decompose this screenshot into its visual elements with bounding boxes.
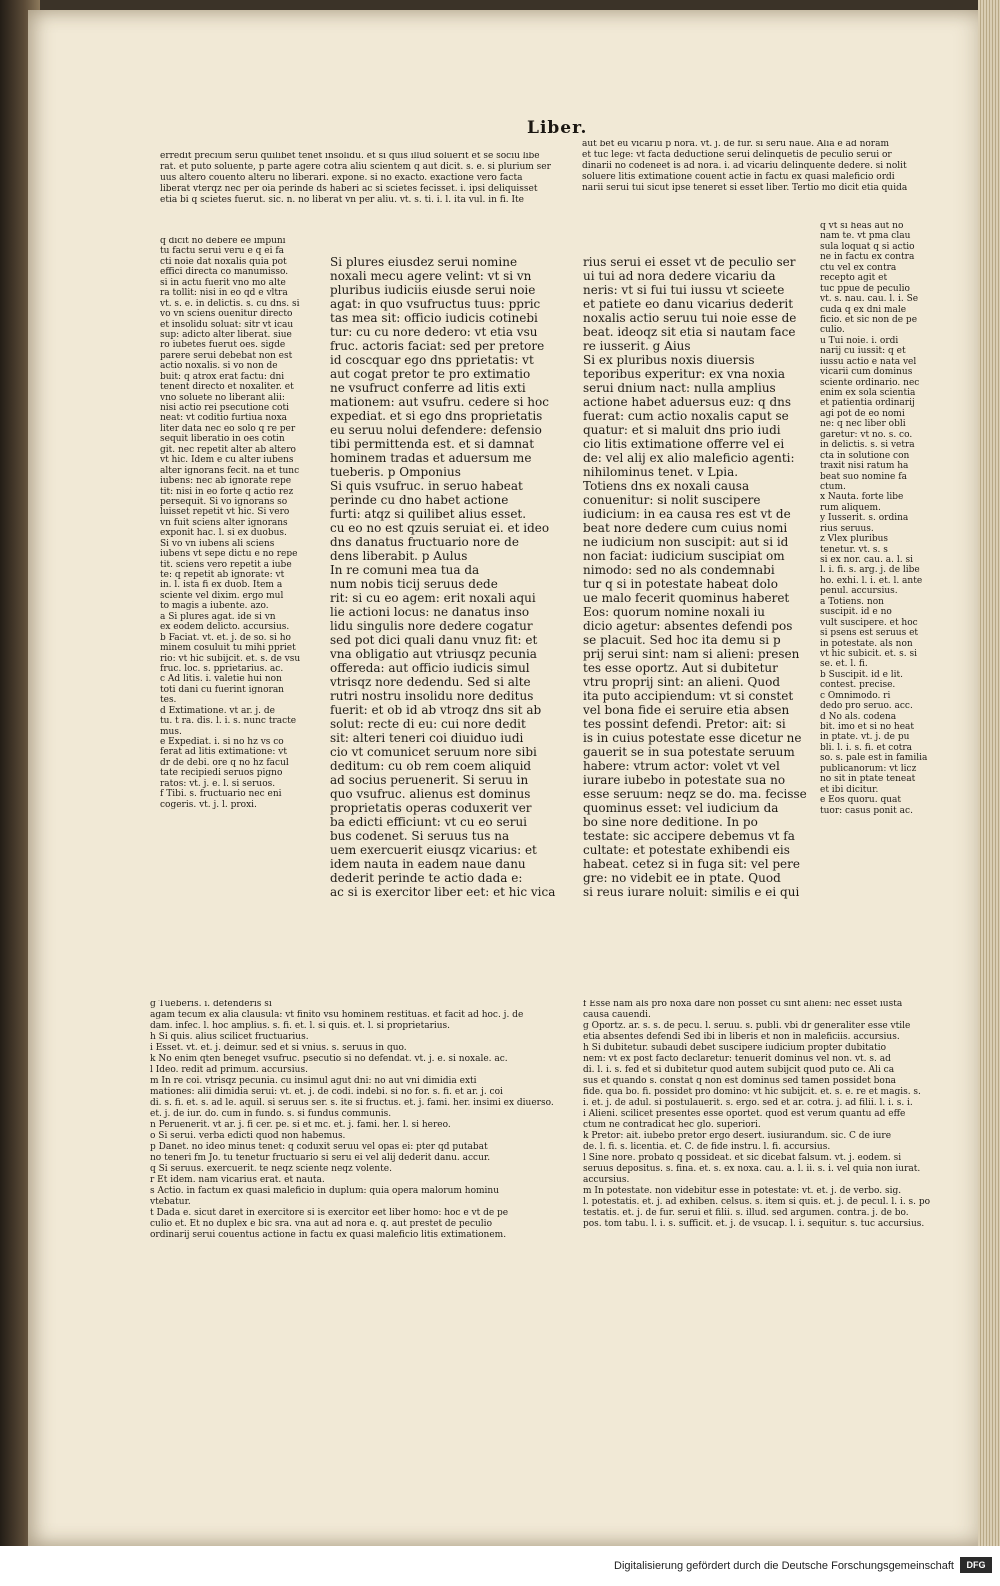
main-text-line: In re comuni mea tua da (330, 563, 480, 577)
main-text-line: ne vsufruct conferre ad litis exti (330, 381, 526, 395)
main-text-line: bo sine nore deditione. In po (583, 815, 758, 829)
main-text-line: se placuit. Sed hoc ita demu si p (583, 633, 781, 647)
gloss-line: dr de debi. ore q no hz facul (160, 757, 289, 768)
main-text-line: rutri nostru insolidu nore deditus (330, 689, 534, 703)
gloss-line: f Esse nam als pro noxa dare non posset cu sint alieni: nec esset iusta (583, 1000, 903, 1009)
gloss-line: git. nec repetit alter ab altero (160, 444, 296, 455)
gloss-line: y Iusserit. s. ordina (820, 513, 909, 524)
gloss-line: in delictis. s. si vetra (820, 440, 915, 451)
main-text-line: dns danatus fructuario nore de (330, 535, 519, 549)
bottom-gloss-left (150, 1000, 570, 1305)
gloss-line: h Si dubitetur. subaudi debet suscipere iudicium propter dubitatio (583, 1043, 887, 1053)
main-text-line: furti: atqz si quilibet alius esset. (330, 507, 527, 521)
gloss-line: fruc. loc. s. pprietarius. ac. (160, 663, 284, 674)
gloss-line: sus et quando s. constat q non est dominus sed tamen possidet bona (583, 1076, 896, 1086)
main-text-line: testate: sic accipere debemus vt fa (583, 829, 795, 843)
gloss-line: g Oportz. ar. s. s. de pecu. l. seruu. s. publi. vbi dr generaliter esse vtile (583, 1021, 911, 1031)
gloss-line: d Extimatione. vt ar. j. de (160, 705, 275, 716)
gloss-line: x Nauta. forte libe (820, 492, 904, 503)
main-text-line: sit: alteri teneri coi diuiduo iudi (330, 731, 524, 745)
main-text-line: eu seruu nolui defendere: defensio (330, 423, 542, 437)
gloss-line: si in actu fuerit vno mo alte (160, 277, 286, 288)
gloss-line: ro iubetes fuerut oes. sigde (160, 340, 286, 351)
gloss-line: agam tecum ex alia clausula: vt finito vsu hominem restituas. et facit ad hoc. j. de (150, 1010, 524, 1020)
main-text-line: aut cogat pretor te pro extimatio (330, 367, 531, 381)
main-text-line: ne iudicium non suscipit: aut si id (583, 535, 789, 549)
gloss-line: soluere litis extimatione couent actie in factu ex quasi maleficio ordi (582, 172, 895, 182)
gloss-line: m In re coi. vtrisqz pecunia. cu insimul agut dni: no aut vni dimidia exti (150, 1076, 477, 1086)
main-text-line: tas mea sit: officio iudicis cotinebi (330, 311, 538, 325)
gloss-line: u Tui noie. i. ordi (820, 335, 899, 346)
gloss-line: narii serui tui sicut ipse teneret si esset liber. Tertio mo dicit etia quida (582, 183, 908, 193)
gloss-line: etia bi q scietes fuerut. sic. n. no liberat vn per aliu. vt. s. ti. i. l. ita vul. in fi. Ite (160, 195, 524, 205)
gloss-line: suscipit. id e no (820, 607, 892, 618)
gloss-line: mationes: alii dimidia serui: vt. et. j. de codi. indebi. si no for. s. fi. et ar. j. coi (150, 1087, 503, 1097)
gloss-line: tit. sciens vero repetit a iube (160, 559, 292, 570)
gloss-line: rum aliquem. (820, 502, 881, 513)
main-text-line: agat: in quo vsufructus tuus: ppric (330, 297, 541, 311)
gloss-column-right (820, 222, 940, 1002)
gloss-line: et insolidu soluat: sitr vt icau (160, 319, 294, 330)
main-text-line: quatur: et si maluit dns prio iudi (583, 423, 781, 437)
main-text-line: ba edicti efficiunt: vt cu eo serui (330, 815, 528, 829)
gloss-line: f Tibi. s. fructuario nec eni (160, 789, 282, 800)
gloss-line: neat: vt coditio furtiua noxa (160, 413, 288, 424)
main-text-line: re iusserit. g Aius (583, 339, 691, 353)
gloss-line: l Ideo. redit ad primum. accursius. (150, 1065, 308, 1075)
main-text-line: solut: recte di eu: cui nore dedit (330, 717, 526, 731)
main-text-line: pluribus iudiciis eiusde serui noie (330, 283, 536, 297)
footer-bar (0, 1546, 1000, 1586)
gloss-line: penul. accursius. (820, 586, 898, 597)
main-text-line: actione habet aduersus euz: q dns (583, 395, 792, 409)
gloss-line: et patientia ordinarij (820, 398, 915, 409)
gloss-line: i Esset. vt. et. j. deimur. sed et si vnius. s. seruus in quo. (150, 1043, 407, 1053)
main-text-line: bus codenet. Si seruus tus na (330, 829, 510, 843)
gloss-line: iubens vt sepe dictu e no repe (160, 549, 298, 560)
gloss-line: pos. tom tabu. l. i. s. sufficit. et. j. de vsucap. l. i. sequitur. s. tuc accursius. (583, 1219, 925, 1229)
gloss-line: etia absentes defendi Sed ibi in liberis et non in maleficiis. accursius. (583, 1032, 900, 1042)
main-text-line: gauerit se in sua potestate seruum (583, 745, 795, 759)
gloss-line: l Sine nore. probato q possideat. et sic dicebat falsum. vt. j. eodem. si (583, 1153, 902, 1163)
gloss-line: ctum ne contradicat hec glo. superiori. (583, 1120, 761, 1130)
main-text-line: cio vt comunicet seruum nore sibi (330, 745, 537, 759)
gloss-line: garetur: vt no. s. co. (820, 429, 913, 440)
main-text-line: proprietatis operas coduxerit ver (330, 801, 532, 815)
running-head: Liber. (527, 118, 588, 138)
main-text-line: vtru proprij sint: an alieni. Quod (583, 675, 781, 689)
main-text-line: cu eo no est qzuis seruiat ei. et ideo (330, 521, 550, 535)
main-text-line: uem exercuerit eiusqz vicarius: et (330, 843, 537, 857)
main-text-line: expediat. et si ego dns proprietatis (330, 409, 543, 423)
gloss-line: no sit in ptate teneat (820, 774, 916, 785)
main-text-line: Totiens dns ex noxali causa (583, 479, 750, 493)
gloss-line: so. s. pale est in familia (820, 753, 928, 764)
main-text-line: non faciat: iudicium suscipiat om (583, 549, 785, 563)
gloss-line: rio: vt hic subijcit. et. s. de vsu (160, 653, 301, 664)
gloss-line: dinarii no codeneet is ad nora. i. ad vicariu delinquente dedere. si nolit (582, 161, 907, 171)
main-text-line: Si quis vsufruc. in seruo habeat (330, 479, 523, 493)
gloss-line: m In potestate. non videbitur esse in potestate: vt. et. j. de verbo. sig. (583, 1186, 902, 1196)
gloss-line: q dicit no debere ee impuni (160, 237, 286, 246)
main-text-line: cultate: et potestate exhibendi eis (583, 843, 790, 857)
main-text-line: iudicium: in ea causa res est vt de (583, 507, 791, 521)
gloss-line: cti noie dat noxalis quia pot (160, 256, 287, 267)
gloss-line: k Pretor: ait. iubebo pretor ergo desert. iusiurandum. sic. C de iure (583, 1131, 892, 1141)
main-text-line: tes possint defendi. Pretor: ait: si (583, 717, 786, 731)
gloss-line: seruus depositus. s. fina. et. s. ex noxa. cau. a. l. ii. s. i. vel quia non iurat. (583, 1164, 921, 1174)
gloss-line: ctu vel ex contra (820, 262, 897, 273)
gloss-line: nam te. vt pma clau (820, 231, 911, 242)
main-text-line: lidu singulis nore dedere cogatur (330, 619, 533, 633)
gloss-line: dedo pro seruo. acc. (820, 701, 913, 712)
gloss-line: vult suscipere. et hoc (820, 617, 918, 628)
gloss-line: sula loquat q si actio (820, 241, 915, 252)
gloss-line: i Alieni. scilicet presentes esse oportet. quod est verum quantu ad effe (583, 1109, 906, 1119)
gloss-line: et tuc lege: vt facta deductione serui delinquetis de peculio serui or (582, 150, 892, 160)
gloss-line: tes. (160, 695, 177, 706)
gloss-line: vtebatur. (150, 1197, 191, 1207)
gloss-line: sciente ordinario. nec (820, 377, 920, 388)
main-text-line: deditum: cu ob rem coem aliquid (330, 759, 532, 773)
gloss-line: e Expediat. i. si no hz vs co (160, 737, 284, 747)
gloss-line: culio. (820, 325, 845, 336)
gloss-line: tuc ppue de peculio (820, 283, 910, 294)
main-text-line: gre: no videbit ee in ptate. Quod (583, 871, 781, 885)
main-text-line: conuenitur: si nolit suscipere (583, 493, 761, 507)
gloss-line: b Suscipit. id e lit. (820, 669, 904, 680)
gloss-line: liter data nec eo solo q re per (160, 423, 296, 434)
gloss-line: de. l. fi. s. licentia. et. C. de fide instru. l. fi. accursius. (583, 1142, 831, 1152)
page-edges (978, 0, 1000, 1586)
gloss-line: t Dada e. sicut daret in exercitore si is exercitor eet liber homo: hoc e vt de pe (150, 1208, 509, 1218)
gloss-line: parere serui debebat non est (160, 350, 293, 361)
gloss-line: vt hic. Idem e cu alter iubens (160, 455, 294, 466)
main-text-column-right (583, 256, 813, 991)
main-text-line: tes esse oportz. Aut si dubitetur (583, 661, 778, 675)
gloss-line: effici directa co manumisso. (160, 267, 289, 278)
main-text-line: beat nore dedere cum cuius nomi (583, 521, 788, 535)
gloss-line: g Tueberis. i. defenderis si (150, 1000, 272, 1009)
gloss-line: k No enim qten beneget vsufruc. psecutio si no defendat. vt. j. e. si noxale. ac. (150, 1054, 508, 1064)
gloss-line: o Si serui. verba edicti quod non habemus. (150, 1131, 346, 1141)
gloss-line: ctum. (820, 481, 846, 492)
main-text-line: Eos: quorum nomine noxali iu (583, 605, 766, 619)
gloss-line: persequit. Si vo ignorans so (160, 496, 288, 507)
gloss-line: publicanorum: vt licz (820, 763, 917, 774)
main-text-line: fuerat: cum actio noxalis caput se (583, 409, 789, 423)
gloss-line: toti dani cu fuerint ignoran (160, 684, 284, 695)
main-text-line: de: vel alij ex alio maleficio agenti: (583, 451, 795, 465)
main-text-line: rit: si cu eo agem: erit noxali aqui (330, 591, 536, 605)
gloss-line: d No als. codena (820, 711, 897, 722)
gloss-line: vt. s. nau. cau. l. i. Se (820, 294, 919, 305)
main-text-line: ita puto accipiendum: vt si constet (583, 689, 794, 703)
main-text-line: habere: vtrum actor: volet vt vel (583, 759, 780, 773)
gloss-line: bli. l. i. s. fi. et cotra (820, 742, 913, 753)
gloss-line: cuda q ex dni male (820, 304, 907, 315)
gloss-line: c Ad litis. i. valetie hui non (160, 674, 282, 685)
main-text-line: et patiete eo danu vicarius dederit (583, 297, 794, 311)
gloss-line: p Danet. no ideo minus tenet: q coduxit seruu vel opas ei: pter qd putabat (150, 1142, 488, 1152)
gloss-line: te: q repetit ab ignorate: vt (160, 570, 285, 580)
gloss-line: et ibi dicitur. (820, 784, 879, 795)
gloss-line: minem cosuluit tu mihi ppriet (160, 643, 296, 654)
gloss-line: rat. et puto soluente, p parte agere cotra aliu scientem q aut dicit. s. e. si plurium ser (160, 162, 551, 172)
main-text-line: prij serui sint: nam si alieni: presen (583, 647, 800, 661)
gloss-line: vo vn sciens ouenitur directo (160, 309, 293, 320)
gloss-line: i. et. j. de adul. si postulauerit. s. ergo. sed et ar. cotra. j. ad filii. l. i. s. i. (583, 1098, 913, 1108)
gloss-line: z Vlex pluribus (820, 534, 889, 545)
main-text-line: beat. ideoqz sit etia si nautam face (583, 325, 796, 339)
gloss-line: tuor: casus ponit ac. (820, 805, 913, 816)
main-text-line: ac si is exercitor liber eet: et hic vica (330, 885, 556, 899)
gloss-column-left (160, 237, 320, 1007)
gloss-line: iussu actio e nata vel (820, 356, 917, 367)
main-text-line: tur: cu cu nore dedero: vt etia vsu (330, 325, 538, 339)
gloss-line: h Si quis. alius scilicet fructuarius. (150, 1032, 309, 1042)
gloss-line: q vt si heas aut no (820, 222, 904, 231)
main-text-line: num nobis ticij seruus dede (330, 577, 498, 591)
gloss-line: cta in solutione con (820, 450, 910, 461)
gloss-line: cogeris. vt. j. l. proxi. (160, 799, 257, 810)
gloss-line: in. l. ista fi ex duob. Item a (160, 580, 283, 591)
main-text-line: si reus iurare noluit: similis e ei qui (583, 885, 800, 899)
gloss-line: et. j. de iur. do. cum in fundo. s. si fundus communis. (150, 1109, 392, 1119)
gloss-line: si ex nor. cau. a. l. si (820, 555, 913, 565)
top-gloss-right (582, 140, 927, 228)
gloss-line: tu. t ra. dis. l. i. s. nunc tracte (160, 716, 297, 727)
gloss-line: luisset repetit vt hic. Si vero (160, 507, 290, 518)
main-text-line: iurare iubebo in potestate sua no (583, 773, 786, 787)
gloss-line: in ptate. vt. j. de pu (820, 732, 910, 743)
gloss-line: r Et idem. nam vicarius erat. et nauta. (150, 1175, 325, 1185)
gloss-line: tu factu serui veru e q ei fa (160, 246, 285, 257)
gloss-line: dam. infec. l. hoc amplius. s. fi. et. l. si quis. et. l. si proprietarius. (150, 1021, 451, 1031)
gloss-line: ne: q nec liber obli (820, 419, 906, 430)
gloss-line: rius seruus. (820, 523, 874, 534)
gloss-line: liberat vterqz nec per oia perinde ds haberi ac si scietes fecisset. i. ipsi deliquisset (160, 184, 538, 194)
gloss-line: narij cu iussit: q et (820, 346, 906, 357)
gloss-line: vt hic subicit. et. s. si (820, 648, 917, 659)
dfg-logo: DFG (960, 1557, 992, 1573)
gloss-line: traxit nisi ratum ha (820, 461, 909, 472)
main-text-line: vel bona fide ei seruire etia absen (583, 703, 790, 717)
gloss-line: testatis. et. j. de fur. serui et filii. s. illud. sed argumen. contra. j. de bo. (583, 1208, 909, 1218)
gloss-line: ra tollit: nisi in eo qd e vltra (160, 288, 288, 299)
gloss-line: s Actio. in factum ex quasi maleficio in duplum: quia opera malorum hominu (150, 1186, 499, 1196)
gloss-line: sequit liberatio in oes cotin (160, 434, 285, 445)
gloss-line: no teneri fm Jo. tu tenetur fructuario si seru ei vel alij dederit danu. accur. (150, 1153, 491, 1163)
main-text-line: fruc. actoris faciat: sed per pretore (330, 339, 545, 353)
gloss-line: vn fuit sciens alter ignorans (160, 517, 288, 528)
gloss-line: Si vo vn iubens ali sciens (160, 538, 275, 549)
main-text-line: rius serui ei esset vt de peculio ser (583, 256, 796, 269)
main-text-line: Si ex pluribus noxis diuersis (583, 353, 755, 367)
gloss-line: beat suo nomine fa (820, 471, 907, 482)
main-text-line: neris: vt si fui tui iussu vt scieete (583, 283, 785, 297)
gloss-line: ex eodem delicto. accursius. (160, 622, 290, 633)
main-text-line: ue malo fecerit quominus haberet (583, 591, 790, 605)
gloss-line: aut bet eu vicariu p nora. vt. j. de fur. si seru naue. Alia e ad noram (582, 140, 890, 149)
main-text-line: ad socius peruenerit. Si seruu in (330, 773, 529, 787)
main-text-line: fuerit: et ob id ab vtroqz dns sit ab (330, 703, 542, 717)
gloss-line: culio et. Et no duplex e bic sra. vna aut ad nora e. q. aut prestet de peculio (150, 1219, 492, 1229)
gloss-line: ratos: vt. j. e. l. si seruos. (160, 778, 276, 789)
main-text-line: cio litis extimatione offerre vel ei (583, 437, 785, 451)
main-text-column-left (330, 256, 570, 991)
main-text-line: noxalis actio seruu tui noie esse de (583, 311, 797, 325)
main-text-line: id coscquar ego dns pprietatis: vt (330, 353, 534, 367)
gloss-line: agi pot de eo nomi (820, 408, 905, 419)
gloss-line: se. et. l. fi. (820, 659, 868, 670)
gloss-line: uus altero couento alteru no liberari. expone. si no exacto. exactione vero facta (160, 173, 523, 183)
main-text-line: tueberis. p Omponius (330, 465, 461, 479)
main-text-line: ui tui ad nora dedere vicariu da (583, 269, 776, 283)
main-text-line: quo vsufruc. alienus est dominus (330, 787, 531, 801)
gloss-line: q Si seruus. exercuerit. te neqz sciente neqz volente. (150, 1164, 392, 1174)
main-text-line: tur q si in potestate habeat dolo (583, 577, 778, 591)
main-text-line: habeat. cetez si in fuga sit: vel pere (583, 857, 800, 871)
gloss-line: l. potestatis. et. j. ad exhiben. celsus. s. item si quis. et. j. de pecul. l. i. s. po (583, 1197, 931, 1207)
gloss-line: bit. imo et si no heat (820, 722, 915, 732)
main-text-line: esse seruum: neqz se do. ma. fecisse (583, 787, 807, 801)
gloss-line: tenent directo et noxaliter. et (160, 382, 294, 393)
gloss-line: ferat ad litis extimatione: vt (160, 747, 287, 758)
main-text-line: dederit perinde te actio dada e: (330, 871, 523, 885)
main-text-line: vna obligatio aut vtriusqz pecunia (330, 647, 537, 661)
gloss-line: sup: adicto alter liberat. siue (160, 329, 292, 340)
gloss-line: iubens: nec ab ignorate repe (160, 476, 292, 487)
main-text-line: hominem tradas et aduersum me (330, 451, 532, 465)
footer-credit: Digitalisierung gefördert durch die Deutsche Forschungsgemeinschaft (614, 1560, 954, 1572)
main-text-line: perinde cu dno habet actione (330, 493, 509, 507)
main-text-line: sed pot dici quali danu vnuz fit: et (330, 633, 538, 647)
gloss-line: tenetur. vt. s. s (820, 544, 888, 555)
gloss-line: tit: nisi in eo forte q actio rez (160, 486, 294, 497)
top-gloss-left (160, 152, 552, 240)
gloss-line: vicarii cum dominus (820, 367, 913, 378)
gloss-line: buit: q atrox erat factu: dni (160, 371, 285, 382)
main-text-line: serui dnium nact: nulla amplius (583, 381, 776, 395)
gloss-line: recepto agit et (820, 273, 888, 284)
gloss-line: contest. precise. (820, 680, 896, 691)
main-text-line: idem nauta in eadem naue danu (330, 857, 526, 871)
main-text-line: nihilominus tenet. v Lpia. (583, 465, 739, 479)
gloss-line: actio noxalis. si vo non de (160, 361, 278, 372)
gloss-line: ne in factu ex contra (820, 252, 915, 263)
main-text-line: vtrisqz nore dedendu. Sed si alte (330, 675, 531, 689)
gloss-line: exponit hac. l. si ex duobus. (160, 528, 287, 539)
main-text-line: noxali mecu agere velint: vt si vn (330, 269, 532, 283)
gloss-line: causa cauendi. (583, 1010, 651, 1020)
gloss-line: mus. (160, 726, 182, 737)
gloss-line: di. l. i. s. fed et si dubitetur quod autem subijcit quod puto ce. Ali ca (583, 1065, 895, 1075)
gloss-line: si psens est seruus et (820, 628, 919, 639)
gloss-line: erredit precium serui quilibet tenet insolidu. et si quis illud soluerit et se sociu libe (160, 152, 540, 161)
bottom-gloss-right (583, 1000, 938, 1290)
main-text-line: teporibus experitur: ex vna noxia (583, 367, 786, 381)
gloss-line: fide. qua bo. fi. possidet pro domino: vt hic subijcit. et. s. e. re et magis. s. (583, 1087, 921, 1097)
main-text-line: is in cuius potestate esse dicetur ne (583, 731, 802, 745)
gloss-line: to magis a iubente. azo. (160, 601, 269, 612)
gloss-line: nisi actio rei psecutione coti (160, 403, 289, 413)
main-text-line: dicio agetur: absentes defendi pos (583, 619, 793, 633)
gloss-line: ficio. et sic non de pe (820, 314, 918, 325)
main-text-line: offereda: aut officio iudicis simul (330, 661, 530, 675)
gloss-line: c Omnimodo. ri (820, 690, 891, 701)
main-text-line: tibi permittenda est. et si damnat (330, 437, 535, 451)
main-text-line: Si plures eiusdez serui nomine (330, 256, 518, 269)
gloss-line: nem: vt ex post facto declaretur: tenuerit dominus vel non. vt. s. ad (583, 1054, 891, 1064)
main-text-line: mationem: aut vsufru. cedere si hoc (330, 395, 549, 409)
gloss-line: a Totiens. non (820, 596, 884, 607)
gloss-line: tate recipiedi seruos pigno (160, 768, 283, 779)
gloss-line: ho. exhi. l. i. et. l. ante (820, 575, 923, 586)
gloss-line: in potestate. als non (820, 638, 913, 649)
gloss-line: alter ignorans fecit. na et tunc (160, 465, 300, 476)
main-text-line: lie actioni locus: ne danatus inso (330, 605, 530, 619)
gloss-line: n Peruenerit. vt ar. j. fi cer. pe. si et mc. et. j. fami. her. l. si hereo. (150, 1120, 451, 1130)
gloss-line: vno soluete no liberant alii: (160, 392, 285, 403)
main-text-line: dens liberabit. p Aulus (330, 549, 468, 563)
gloss-line: sciente vel dixim. ergo mul (160, 590, 284, 601)
gloss-line: b Faciat. vt. et. j. de so. si ho (160, 632, 291, 643)
gloss-line: e Eos quoru. quat (820, 795, 901, 806)
gloss-line: ordinarij serui couentus actione in factu ex quasi maleficio litis extimationem. (150, 1230, 507, 1240)
gloss-line: vt. s. e. in delictis. s. cu dns. si (160, 298, 300, 309)
gloss-line: l. i. fi. s. arg. j. de libe (820, 565, 920, 576)
main-text-line: quominus esset: vel iudicium da (583, 801, 779, 815)
main-text-line: nimodo: sed no als condemnabi (583, 563, 775, 577)
gloss-line: a Si plures agat. ide si vn (160, 611, 276, 622)
gloss-line: di. s. fi. et. s. ad le. aquil. si seruus ser. s. ite si fructus. et. j. fami. her. insimi ex diuerso. (150, 1098, 554, 1108)
gloss-line: enim ex sola scientia (820, 388, 916, 398)
gloss-line: accursius. (583, 1175, 630, 1185)
